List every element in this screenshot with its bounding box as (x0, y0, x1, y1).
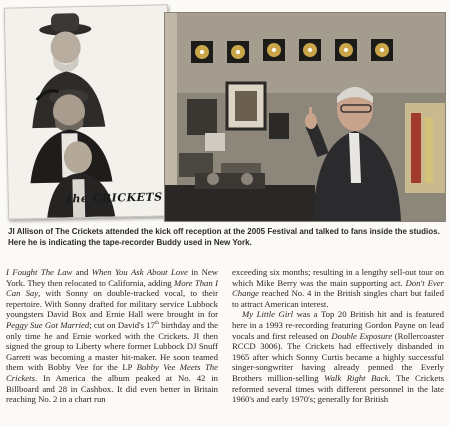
body-text: , with Sonny on double-tracked vocal, to their repertoire. With Sonny drafted for military service Lubbock youngsters David Box and Ernie Hall were brought in for (6, 288, 218, 320)
body-text: . The Crickets reformed several times with different personnel in the late 1960's and early 1970's; generally for British (232, 372, 444, 405)
article-paragraph (6, 267, 218, 405)
photo-caption: JI Allison of The Crickets attended the kick off reception at the 2005 Festival and talked to fans inside the studios. Here he is indicating the tape-recorder Buddy used in New York. (8, 227, 440, 247)
body-text: exceeding six months; resulting in a lengthy sell-out tour on which Mike Berry was the main supporting act. (232, 267, 444, 288)
title-text: My Little Girl (242, 309, 294, 320)
article-paragraph (232, 309, 444, 404)
body-text: and (72, 267, 92, 277)
body-text: in New York. They then relocated to California, adding (6, 267, 218, 288)
crickets-logo: the CRICKETS (66, 190, 163, 206)
body-text: (Rollercoaster RCCD 3006). The Crickets had effectively disbanded in 1965 after which Sonny Curtis became a highly successful singer-songwriter having already penned the Everly Brothers million-selling (232, 330, 444, 383)
article-column-left (6, 267, 218, 405)
body-text: . In America the album peaked at No. 42 in Billboard and 28 in Cashbox. It did even better in Britain reaching No. 2 in a chart run (6, 372, 218, 405)
body-text: th (155, 321, 159, 327)
title-text: Peggy Sue Got Married (6, 319, 90, 330)
article-column-right (232, 267, 444, 405)
crickets-band-photo (4, 4, 172, 219)
title-text: Don't Ever Change (232, 277, 444, 299)
title-text: More Than I Can Say (6, 277, 218, 299)
festival-reception-photo (164, 12, 446, 222)
body-text: ; cut on David's 17 (89, 319, 156, 330)
body-text: was a Top 20 British hit and is featured here in a 1993 re-recording featuring Gordon Payne on lead vocals and first released on (232, 309, 444, 341)
title-text: Walk Right Back (324, 372, 389, 383)
studio-scene-illustration (165, 13, 445, 221)
title-text: Double Exposure (331, 330, 393, 341)
title-text: I Fought The Law (6, 267, 73, 277)
band-members-illustration (5, 5, 171, 218)
title-text: Bobby Vee Meets The Crickets (6, 362, 218, 383)
body-text: reached No. 4 in the British singles chart but failed to attract American interest. (232, 288, 444, 309)
title-text: When You Ask About Love (91, 267, 188, 277)
article-paragraph (232, 267, 444, 309)
body-text: birthday and the only time he and Ernie worked with the Crickets. JI then signed the group to Liberty where former Lubbock DJ Snuff Garrett was becoming a master hit-maker. He soon teamed them with Bobby Vee for the LP (6, 319, 218, 373)
